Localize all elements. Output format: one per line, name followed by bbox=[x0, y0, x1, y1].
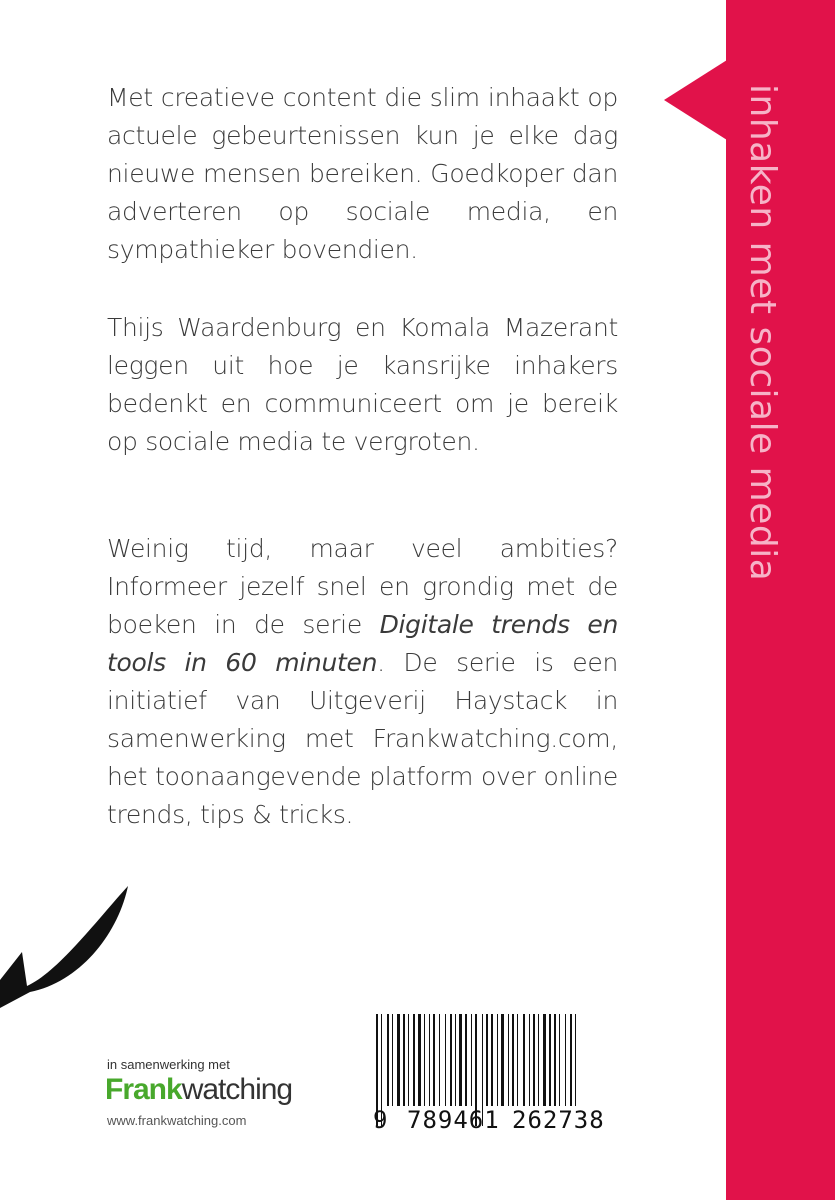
barcode-bar bbox=[508, 1014, 509, 1106]
barcode-bar bbox=[429, 1014, 430, 1106]
spine-tab bbox=[664, 60, 727, 140]
blurb-paragraph-2: Thijs Waardenburg en Komala Mazerant leggen uit hoe je kansrijke inhakers bedenkt en communiceert om je bereik op sociale media te vergroten. bbox=[107, 313, 618, 456]
spine-title: inhaken met sociale media bbox=[742, 84, 783, 582]
barcode-bar bbox=[523, 1014, 525, 1106]
isbn-group-2: 262738 bbox=[512, 1106, 605, 1134]
isbn-prefix: 9 bbox=[373, 1106, 388, 1134]
barcode-bar bbox=[418, 1014, 421, 1106]
logo-text-watching: watching bbox=[181, 1073, 293, 1106]
barcode-bar bbox=[575, 1014, 576, 1106]
barcode-bar bbox=[538, 1014, 539, 1106]
barcode-bar bbox=[497, 1014, 498, 1106]
barcode-bar bbox=[471, 1014, 472, 1106]
barcode-bar bbox=[433, 1014, 435, 1106]
barcode-bar bbox=[455, 1014, 456, 1106]
barcode-bar bbox=[501, 1014, 504, 1106]
barcode-bar bbox=[491, 1014, 493, 1106]
blurb-paragraph-3 bbox=[107, 530, 618, 834]
barcode-bar bbox=[392, 1014, 393, 1106]
blurb-paragraph-3-outro: . De serie is een initiatief van Uitgeverij Haystack in samenwerking met Frankwatching.com, het toonaangevende platform over online trends, tips & tricks. bbox=[107, 648, 619, 829]
barcode-bar bbox=[570, 1014, 572, 1106]
barcode-bar bbox=[549, 1014, 551, 1106]
partner-caption: in samenwerking met bbox=[107, 1057, 230, 1072]
barcode-bar bbox=[554, 1014, 556, 1106]
barcode-bar bbox=[408, 1014, 409, 1106]
barcode-bar bbox=[486, 1014, 488, 1106]
barcode-bar bbox=[533, 1014, 535, 1106]
blurb-paragraph-3-intro: Weinig tijd, maar veel ambities? Informeer jezelf snel en grondig met de boeken in de serie bbox=[107, 534, 618, 639]
blurb-paragraph-1: Met creatieve content die slim inhaakt op actuele gebeurtenissen kun je elke dag nieuwe mensen bereiken. Goedkoper dan adverteren op sociale media, en sympathieker bovendien. bbox=[107, 83, 618, 264]
frankwatching-logo bbox=[105, 1073, 292, 1107]
barcode-bar bbox=[413, 1014, 415, 1106]
barcode-bar bbox=[445, 1014, 446, 1106]
series-title: Digitale trends en tools in 60 minuten bbox=[107, 610, 618, 677]
hook-arrow-icon bbox=[0, 880, 160, 1030]
barcode-bar bbox=[397, 1014, 400, 1106]
barcode-bar bbox=[543, 1014, 546, 1106]
barcode-bar bbox=[459, 1014, 462, 1106]
barcode-bar bbox=[529, 1014, 530, 1106]
barcode-bar bbox=[565, 1014, 566, 1106]
barcode-bar bbox=[517, 1014, 518, 1106]
barcode-bar bbox=[439, 1014, 440, 1106]
barcode-bar bbox=[465, 1014, 467, 1106]
barcode-bar bbox=[559, 1014, 560, 1106]
barcode-bar bbox=[512, 1014, 514, 1106]
partner-url: www.frankwatching.com bbox=[107, 1113, 247, 1128]
barcode-bar bbox=[424, 1014, 425, 1106]
logo-text-frank: Frank bbox=[105, 1073, 182, 1106]
barcode-bar bbox=[450, 1014, 452, 1106]
barcode-bar bbox=[387, 1014, 389, 1106]
barcode-bar bbox=[403, 1014, 405, 1106]
isbn-group-1: 789461 bbox=[407, 1106, 500, 1134]
